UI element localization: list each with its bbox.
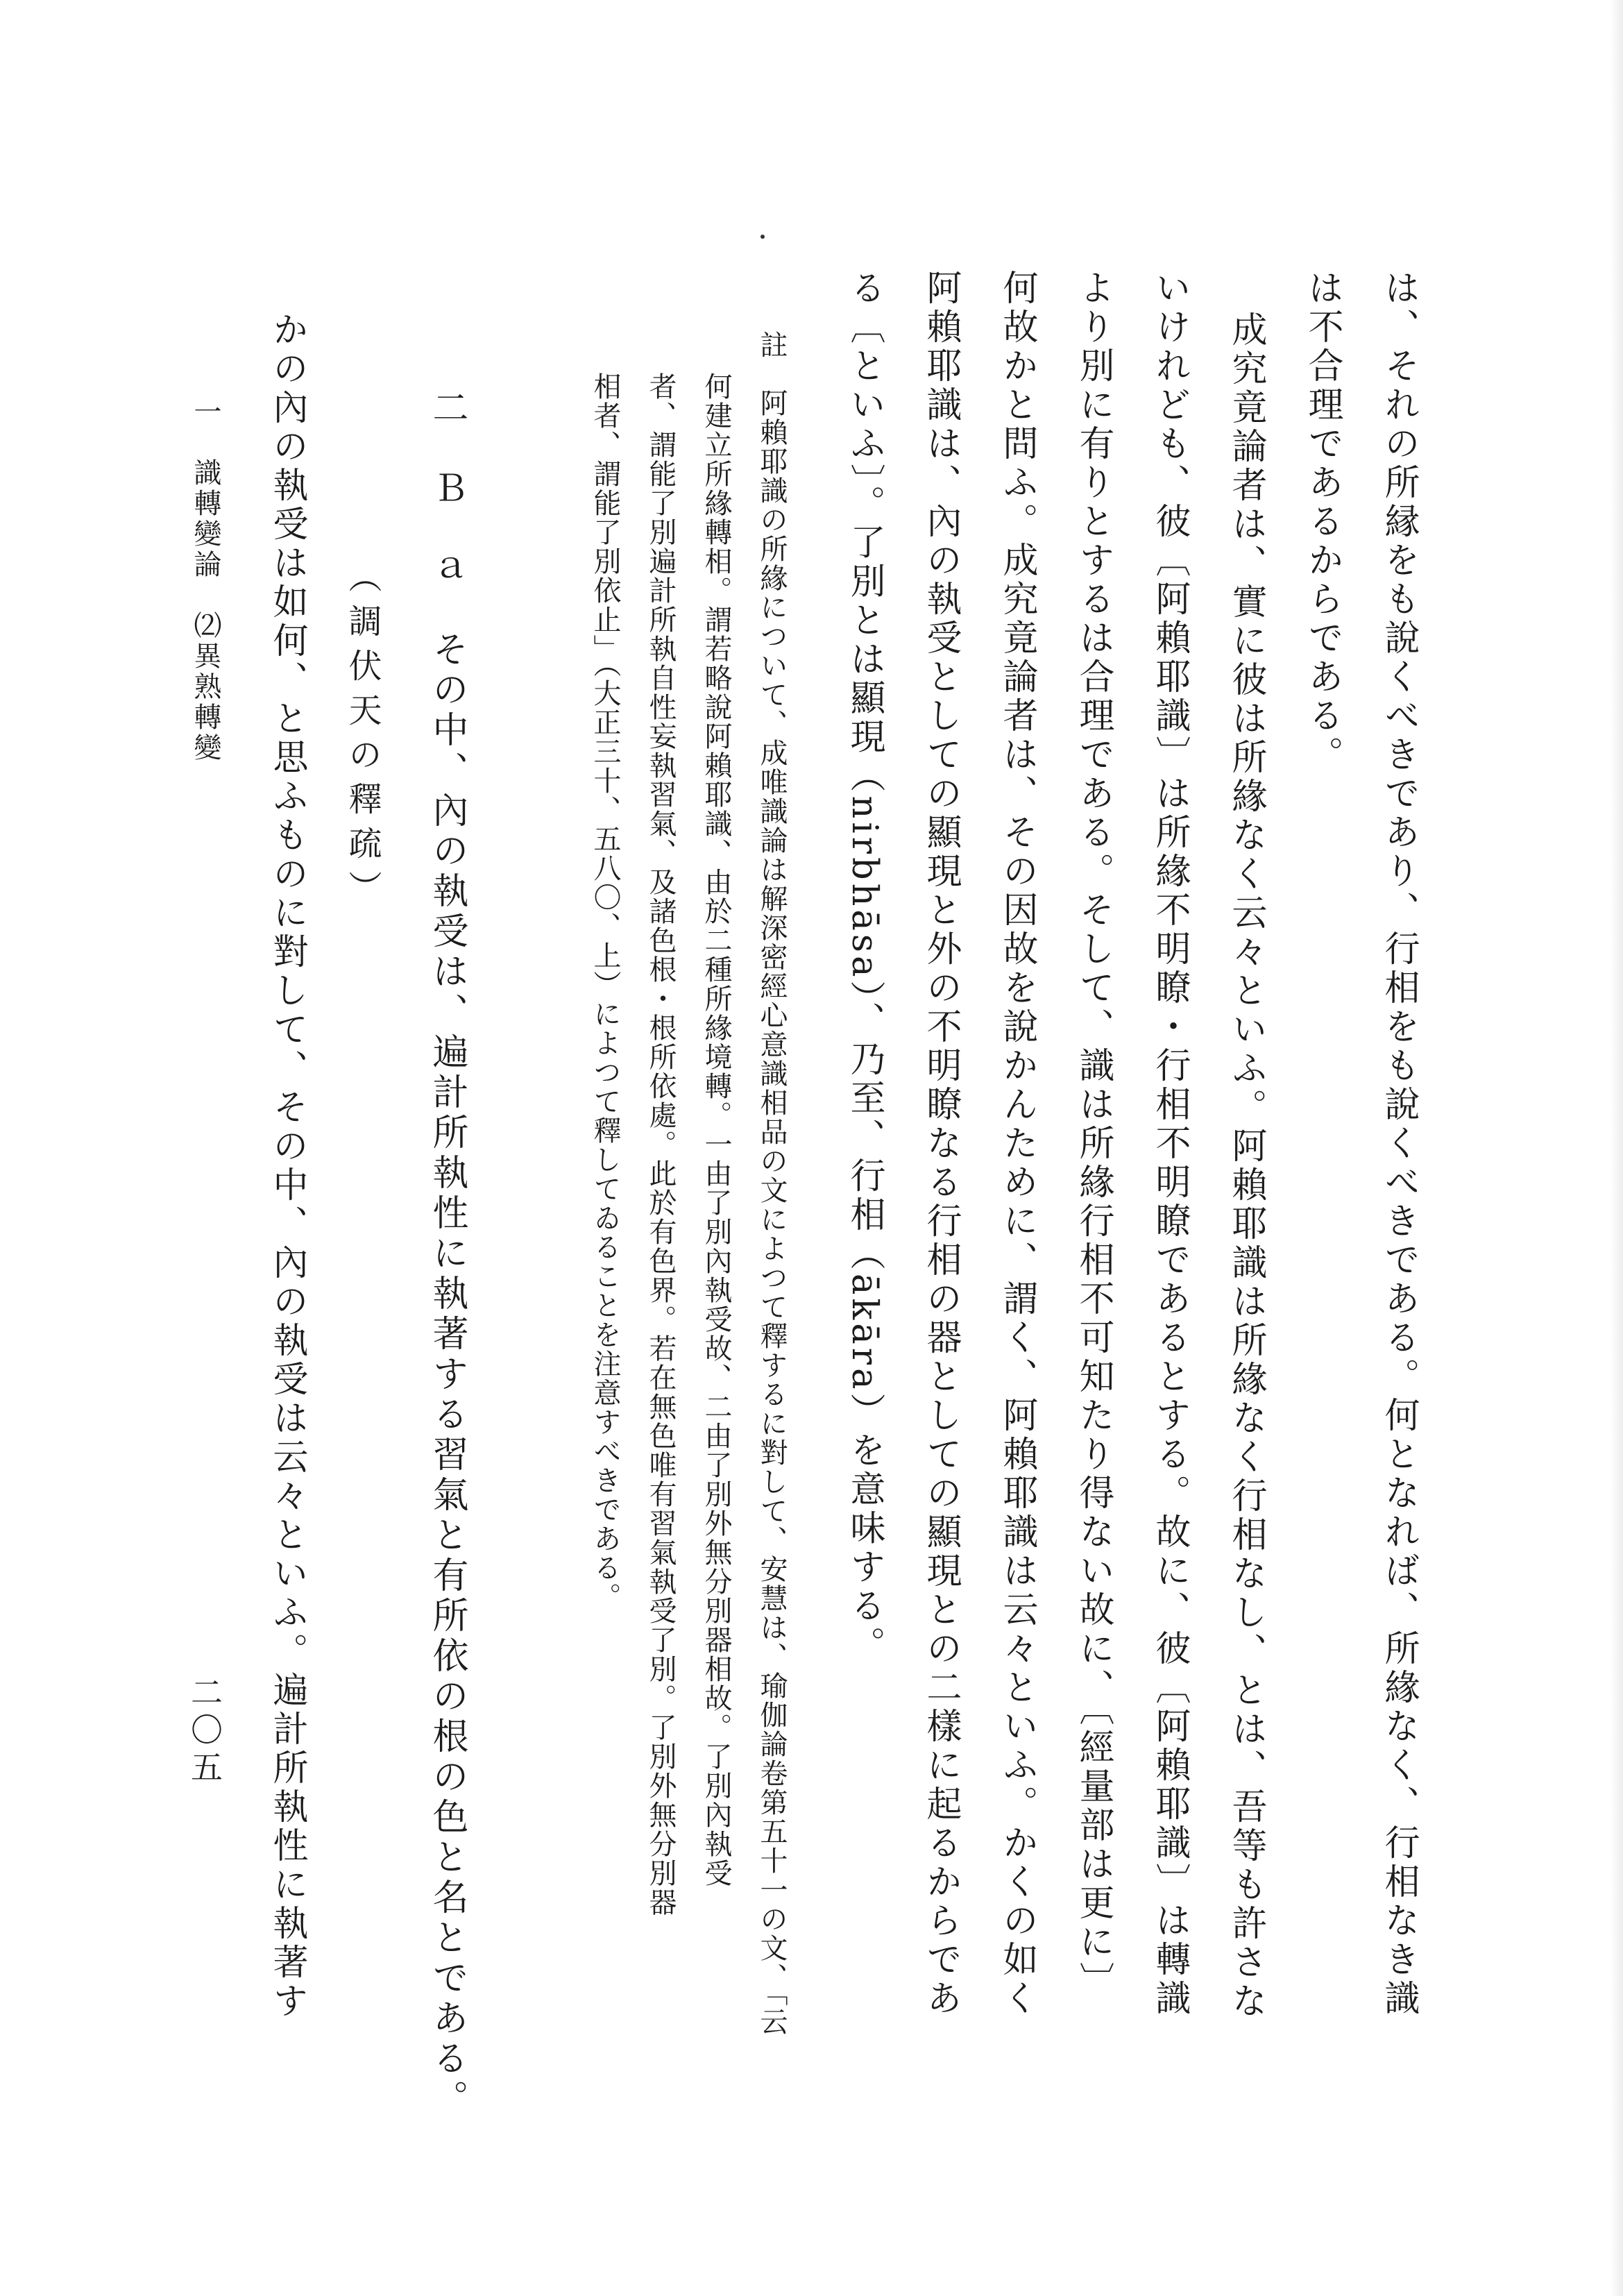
body-column-6: 何故かと問ふ。成究竟論者は、その因故を說かんために、謂く、阿賴耶識は云々といふ。かくの如く [996, 269, 1037, 2018]
page-number: 二〇五 [186, 1675, 223, 1788]
section-heading: 二 Ｂ ａ その中、內の執受は、遍計所執性に執著する習氣と有所依の根の色と名とである。 [426, 389, 468, 2120]
body-column-5: より別に有りとするは合理である。そして、識は所緣行相不可知たり得ない故に、〔經量部は更に〕 [1073, 269, 1114, 2001]
note-line-4: 相者、謂能了別依止」（大正三十、五八〇、上）によつて釋してゐることを注意すべきである。 [589, 372, 621, 1612]
note-line-1: 註 阿賴耶識の所緣について、成唯識論は解深密經心意識相品の文によつて釋するに對して、安慧は、瑜伽論卷第五十一の文、「云 [756, 330, 788, 2036]
body-column-2: は不合理であるからである。 [1302, 269, 1343, 775]
stray-dot [760, 235, 765, 239]
page-edge [1611, 0, 1623, 2296]
body-column-1: は、それの所縁をも說くべきであり、行相をも說くべきである。何となれば、所緣なく、行相なき識 [1378, 269, 1419, 2018]
note-line-3: 者、謂能了別遍計所執自性妄執習氣、及諸色根・根所依處。此於有色界。若在無色唯有習氣執受了別。了別外無分別器 [645, 372, 677, 1917]
running-head: 一 識轉變論 ⑵異熟轉變 [189, 397, 221, 763]
body-column-4: いけれども、彼〔阿賴耶識〕は所緣不明瞭・行相不明瞭であるとする。故に、彼〔阿賴耶識〕は轉識 [1149, 269, 1190, 2018]
note-line-2: 何建立所緣轉相。謂若略說阿賴耶識、由於二種所緣境轉。一由了別內執受故、二由了別外無分別器相故。了別內執受 [700, 372, 732, 1888]
section-body-line-1: かの內の執受は如何、と思ふものに對して、その中、內の執受は云々といふ。遍計所執性に執著す [266, 311, 307, 2021]
section-subheading: （調伏天の釋疏） [343, 559, 382, 915]
body-column-3: 成究竟論者は、實に彼は所緣なく云々といふ。阿賴耶識は所緣なく行相なし、とは、吾等も許さな [1225, 311, 1266, 2021]
body-column-7: 阿賴耶識は、內の執受としての顯現と外の不明瞭なる行相の器としての顯現との二樣に起るからであ [920, 269, 961, 2018]
body-column-8: る〔といふ〕。了別とは顯現（nirbhāsa）、乃至、行相（ākāra）を意味する。 [844, 269, 885, 1665]
